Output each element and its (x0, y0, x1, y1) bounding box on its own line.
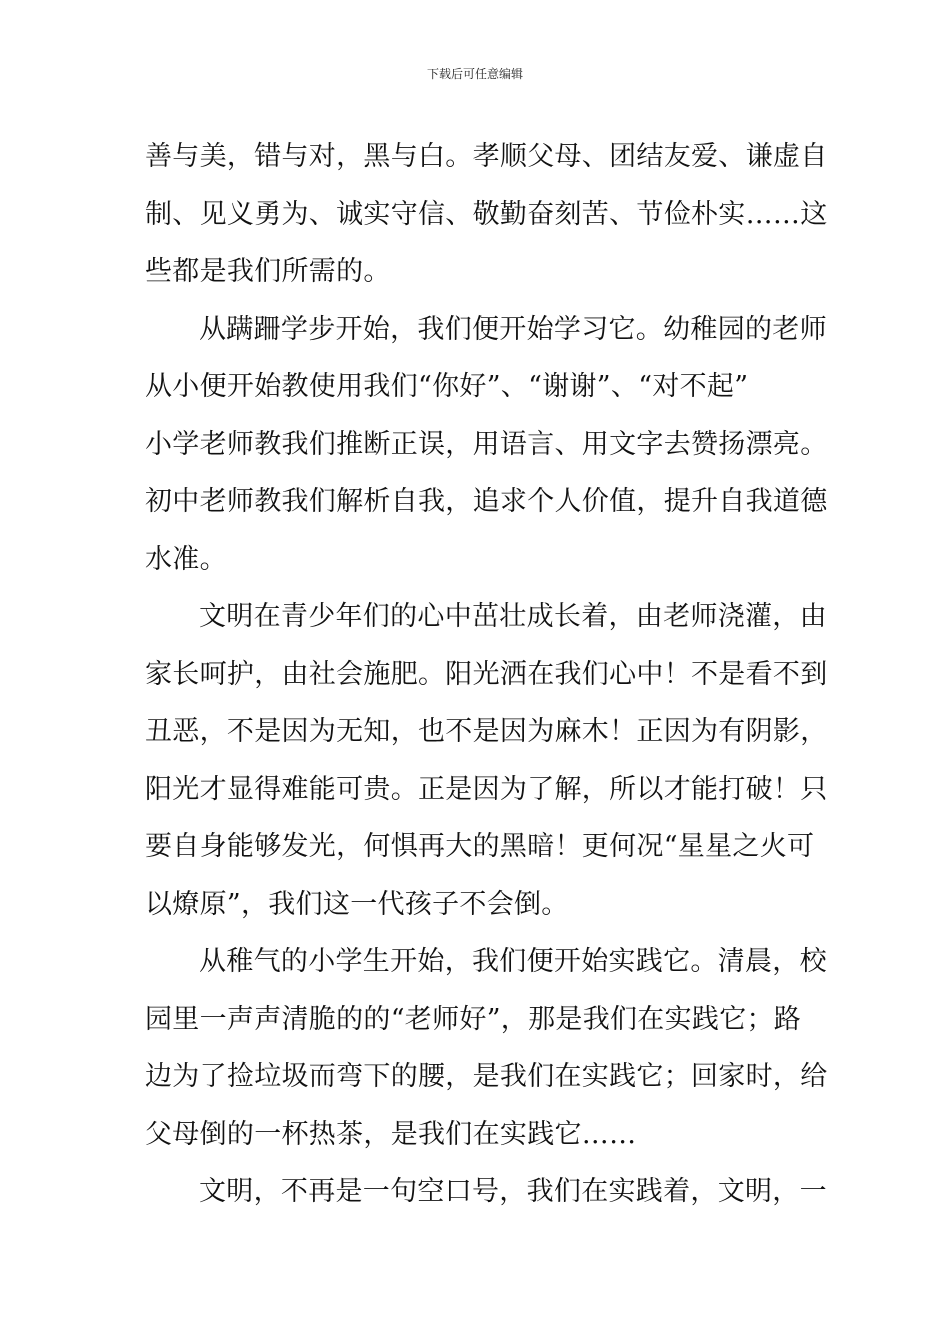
text-line: 制、见义勇为、诚实守信、敬勤奋刻苦、节俭朴实……这 (145, 198, 828, 230)
text-line: 要自身能够发光，何惧再大的黑暗！更何况“星星之火可 (145, 831, 815, 862)
text-line: 家长呵护，由社会施肥。阳光洒在我们心中！不是看不到 (145, 658, 828, 690)
paragraph-5 (145, 1163, 827, 1221)
text-line: 文明，不再是一句空口号，我们在实践着，文明，一 (199, 1176, 827, 1207)
paragraph-3 (145, 588, 828, 933)
text-line: 水准。 (145, 543, 227, 575)
text-line: 些都是我们所需的。 (145, 256, 391, 287)
text-line: 父母倒的一杯热茶，是我们在实践它…… (145, 1118, 637, 1150)
text-line: 小学老师教我们推断正误，用语言、用文字去赞扬漂亮。 (145, 428, 828, 460)
text-line: 园里一声声清脆的的“老师好”，那是我们在实践它；路 (145, 1003, 802, 1035)
paragraph-2 (145, 301, 828, 589)
text-line: 阳光才显得难能可贵。正是因为了解，所以才能打破！只 (145, 773, 828, 805)
text-line: 边为了捡垃圾而弯下的腰，是我们在实践它；回家时，给 (145, 1061, 828, 1092)
page-header: 下载后可任意编辑 (426, 67, 523, 81)
text-line: 初中老师教我们解析自我，追求个人价值，提升自我道德 (145, 486, 828, 517)
text-line: 从蹒跚学步开始，我们便开始学习它。幼稚园的老师 (199, 313, 827, 345)
text-line: 从稚气的小学生开始，我们便开始实践它。清晨，校 (199, 946, 827, 977)
text-line: 善与美，错与对，黑与白。孝顺父母、团结友爱、谦虚自 (145, 141, 828, 172)
document-body (145, 128, 828, 1221)
paragraph-1 (145, 128, 828, 301)
text-line: 丑恶，不是因为无知，也不是因为麻木！正因为有阴影， (145, 716, 828, 747)
text-line: 文明在青少年们的心中茁壮成长着，由老师浇灌，由 (199, 601, 827, 632)
paragraph-4 (145, 933, 828, 1163)
text-line: 从小便开始教使用我们“你好”、“谢谢”、“对不起” (145, 371, 749, 402)
text-line: 以燎原”，我们这一代孩子不会倒。 (145, 888, 569, 920)
